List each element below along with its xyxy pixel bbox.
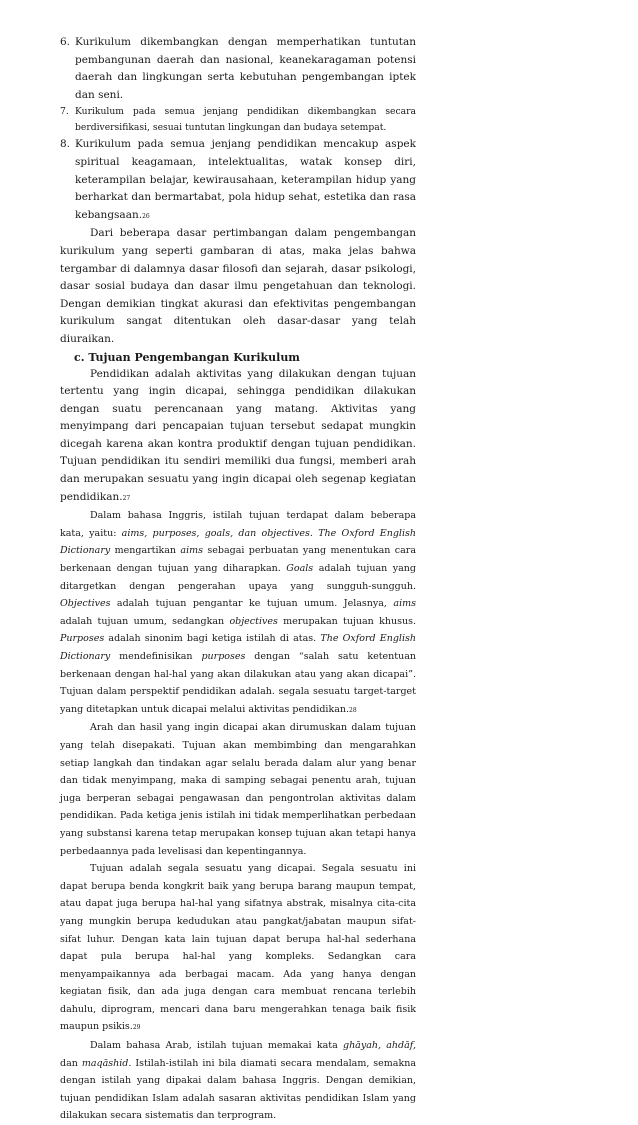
paragraph-inggris — [60, 507, 416, 719]
text-run: mendefinisikan — [110, 651, 202, 662]
italic-term: ghāyah, ahdāf, — [342, 1040, 416, 1052]
italic-term: aims, purposes, goals, dan objectives. The Oxford English Dictionary — [60, 527, 416, 557]
italic-term: objectives — [229, 615, 278, 627]
paragraph-arab — [60, 1037, 416, 1125]
text-run: Istilah-istilah ini bila diamati secara mendalam, semakna dengan istilah yang dipakai dalam bahasa Inggris. Dengan demikian, tujuan pendidikan Islam adalah sasaran aktivitas pendidikan Islam yang dilakukan secara sistematis dan terprogram. — [60, 1057, 416, 1122]
paragraph-segala — [60, 860, 416, 1037]
italic-term: aims — [180, 545, 204, 557]
footnote-ref[interactable]: 28 — [349, 706, 357, 714]
text-run: dan — [60, 1057, 82, 1069]
paragraph-conclusion: Dari beberapa dasar pertimbangan dalam pengembangan kurikulum yang seperti gambaran di atas, maka jelas bahwa tergambar di dalamnya dasar filosofi dan sejarah, dasar psikologi, dasar sosial budaya dan dasar ilmu pengetahuan dan teknologi. Dengan demikian tingkat akurasi dan efektivitas pengembangan kurikulum sangat ditentukan oleh dasar-dasar yang telah diuraikan. — [60, 227, 416, 345]
list-text: Kurikulum pada semua jenjang pendidikan mencakup aspek spiritual keagamaan, intelektualitas, watak konsep diri, keterampilan belajar, kewirausahaan, keterampilan hidup yang berharkat dan bermartabat, pola hidup sehat, estetika dan rasa kebangsaan. — [75, 138, 416, 221]
text-run: adalah tujuan pengantar ke tujuan umum. Jelasnya, — [110, 598, 394, 610]
text-run: merupakan tujuan khusus. — [277, 615, 416, 627]
list-text: Kurikulum dikembangkan dengan memperhatikan tuntutan pembangunan daerah dan nasional, keanekaragaman potensi daerah dan lingkungan serta kebutuhan pengembangan iptek dan seni. — [75, 36, 416, 101]
text-column — [60, 34, 416, 1125]
paragraph-arah: Arah dan hasil yang ingin dicapai akan dirumuskan dalam tujuan yang telah disepakati. Tujuan akan membimbing dan mengarahkan setiap langkah dan tindakan agar selalu berada dalam alur yang benar dan tidak menyimpang, maka di samping sebagai penentu arah, tujuan juga berperan sebagai pengawasan dan pengontrolan aktivitas dalam pendidikan. Pada ketiga jenis istilah ini tidak memperlihatkan perbedaan yang substansi karena tetap merupakan konsep tujuan akan tetapi hanya perbedaannya pada levelisasi dan kepentingannya. — [60, 722, 416, 857]
section-heading: c. Tujuan Pengembangan Kurikulum — [74, 350, 300, 364]
italic-term: aims — [393, 598, 416, 610]
text-run: sebagai perbuatan yang menentukan cara berkenaan dengan tujuan yang diharapkan. — [60, 545, 416, 575]
paragraph-text: Tujuan adalah segala sesuatu yang dicapai. Segala sesuatu ini dapat berupa benda kongkrit baik yang berupa barang maupun tempat, atau dapat juga berupa hal-hal yang sifatnya abstrak, misalnya cita-cita yang mungkin berupa kedudukan atau pangkat/jabatan maupun sifat-sifat luhur. Dengan kata lain tujuan dapat berupa hal-hal sederhana dapat pula berupa hal-hal yang kompleks. Sedangkan cara menyampaikannya ada berbagai macam. Ada yang hanya dengan kegiatan fisik, dan ada juga dengan cara membuat rencana terlebih dahulu, diprogram, mencari dana baru mengerahkan tenaga baik fisik maupun psikis. — [60, 863, 416, 1033]
italic-term: Purposes — [60, 633, 105, 645]
italic-term: Goals — [286, 563, 314, 575]
text-run: mengartikan — [110, 545, 181, 557]
list-number: 6. — [60, 36, 71, 48]
footnote-ref[interactable]: 27 — [122, 494, 131, 502]
list-text: Kurikulum pada semua jenjang pendidikan dikembangkan secara berdiversifikasi, sesuai tuntutan lingkungan dan budaya setempat. — [75, 106, 416, 134]
text-run: adalah sinonim bagi ketiga istilah di atas. — [104, 633, 321, 645]
paragraph-text: Pendidikan adalah aktivitas yang dilakukan dengan tujuan tertentu yang ingin dicapai, sehingga pendidikan dilakukan dengan suatu perencanaan yang matang. Aktivitas yang menyimpang dari pencapaian tujuan tersebut sedapat mungkin dicegah karena akan kontra produktif dengan tujuan pendidikan. Tujuan pendidikan itu sendiri memiliki dua fungsi, memberi arah dan merupakan sesuatu yang ingin dicapai oleh segenap kegiatan pendidikan. — [60, 367, 416, 503]
list-item — [60, 136, 416, 225]
list-item — [60, 34, 416, 104]
text-run: Dalam bahasa Inggris, istilah tujuan terdapat dalam beberapa kata, yaitu: — [60, 510, 416, 539]
footnote-ref[interactable]: 29 — [132, 1024, 141, 1032]
list-item — [60, 104, 416, 136]
text-run: adalah tujuan umum, sedangkan — [60, 615, 230, 627]
list-number: 8. — [60, 138, 71, 151]
italic-term: The Oxford English Dictionary — [60, 633, 416, 662]
italic-term: purposes — [201, 651, 246, 662]
text-run: dengan “salah satu ketentuan berkenaan dengan hal-hal yang akan dilakukan atau yang akan dicapai”. Tujuan dalam perspektif pendidikan adalah. segala sesuatu target-target yang ditetapkan untuk dicapai melalui aktivitas pendidikan. — [60, 651, 416, 715]
text-run: adalah tujuan yang ditargetkan dengan pengerahan upaya yang sungguh-sungguh. — [60, 563, 416, 592]
footnote-ref[interactable]: 26 — [142, 212, 150, 220]
text-run: Dalam bahasa Arab, istilah tujuan memakai kata — [90, 1040, 343, 1052]
paragraph-tujuan — [60, 366, 416, 508]
list-number: 7. — [60, 106, 69, 118]
italic-term: Objectives — [60, 598, 111, 610]
italic-term: maqāshid. — [81, 1057, 132, 1069]
